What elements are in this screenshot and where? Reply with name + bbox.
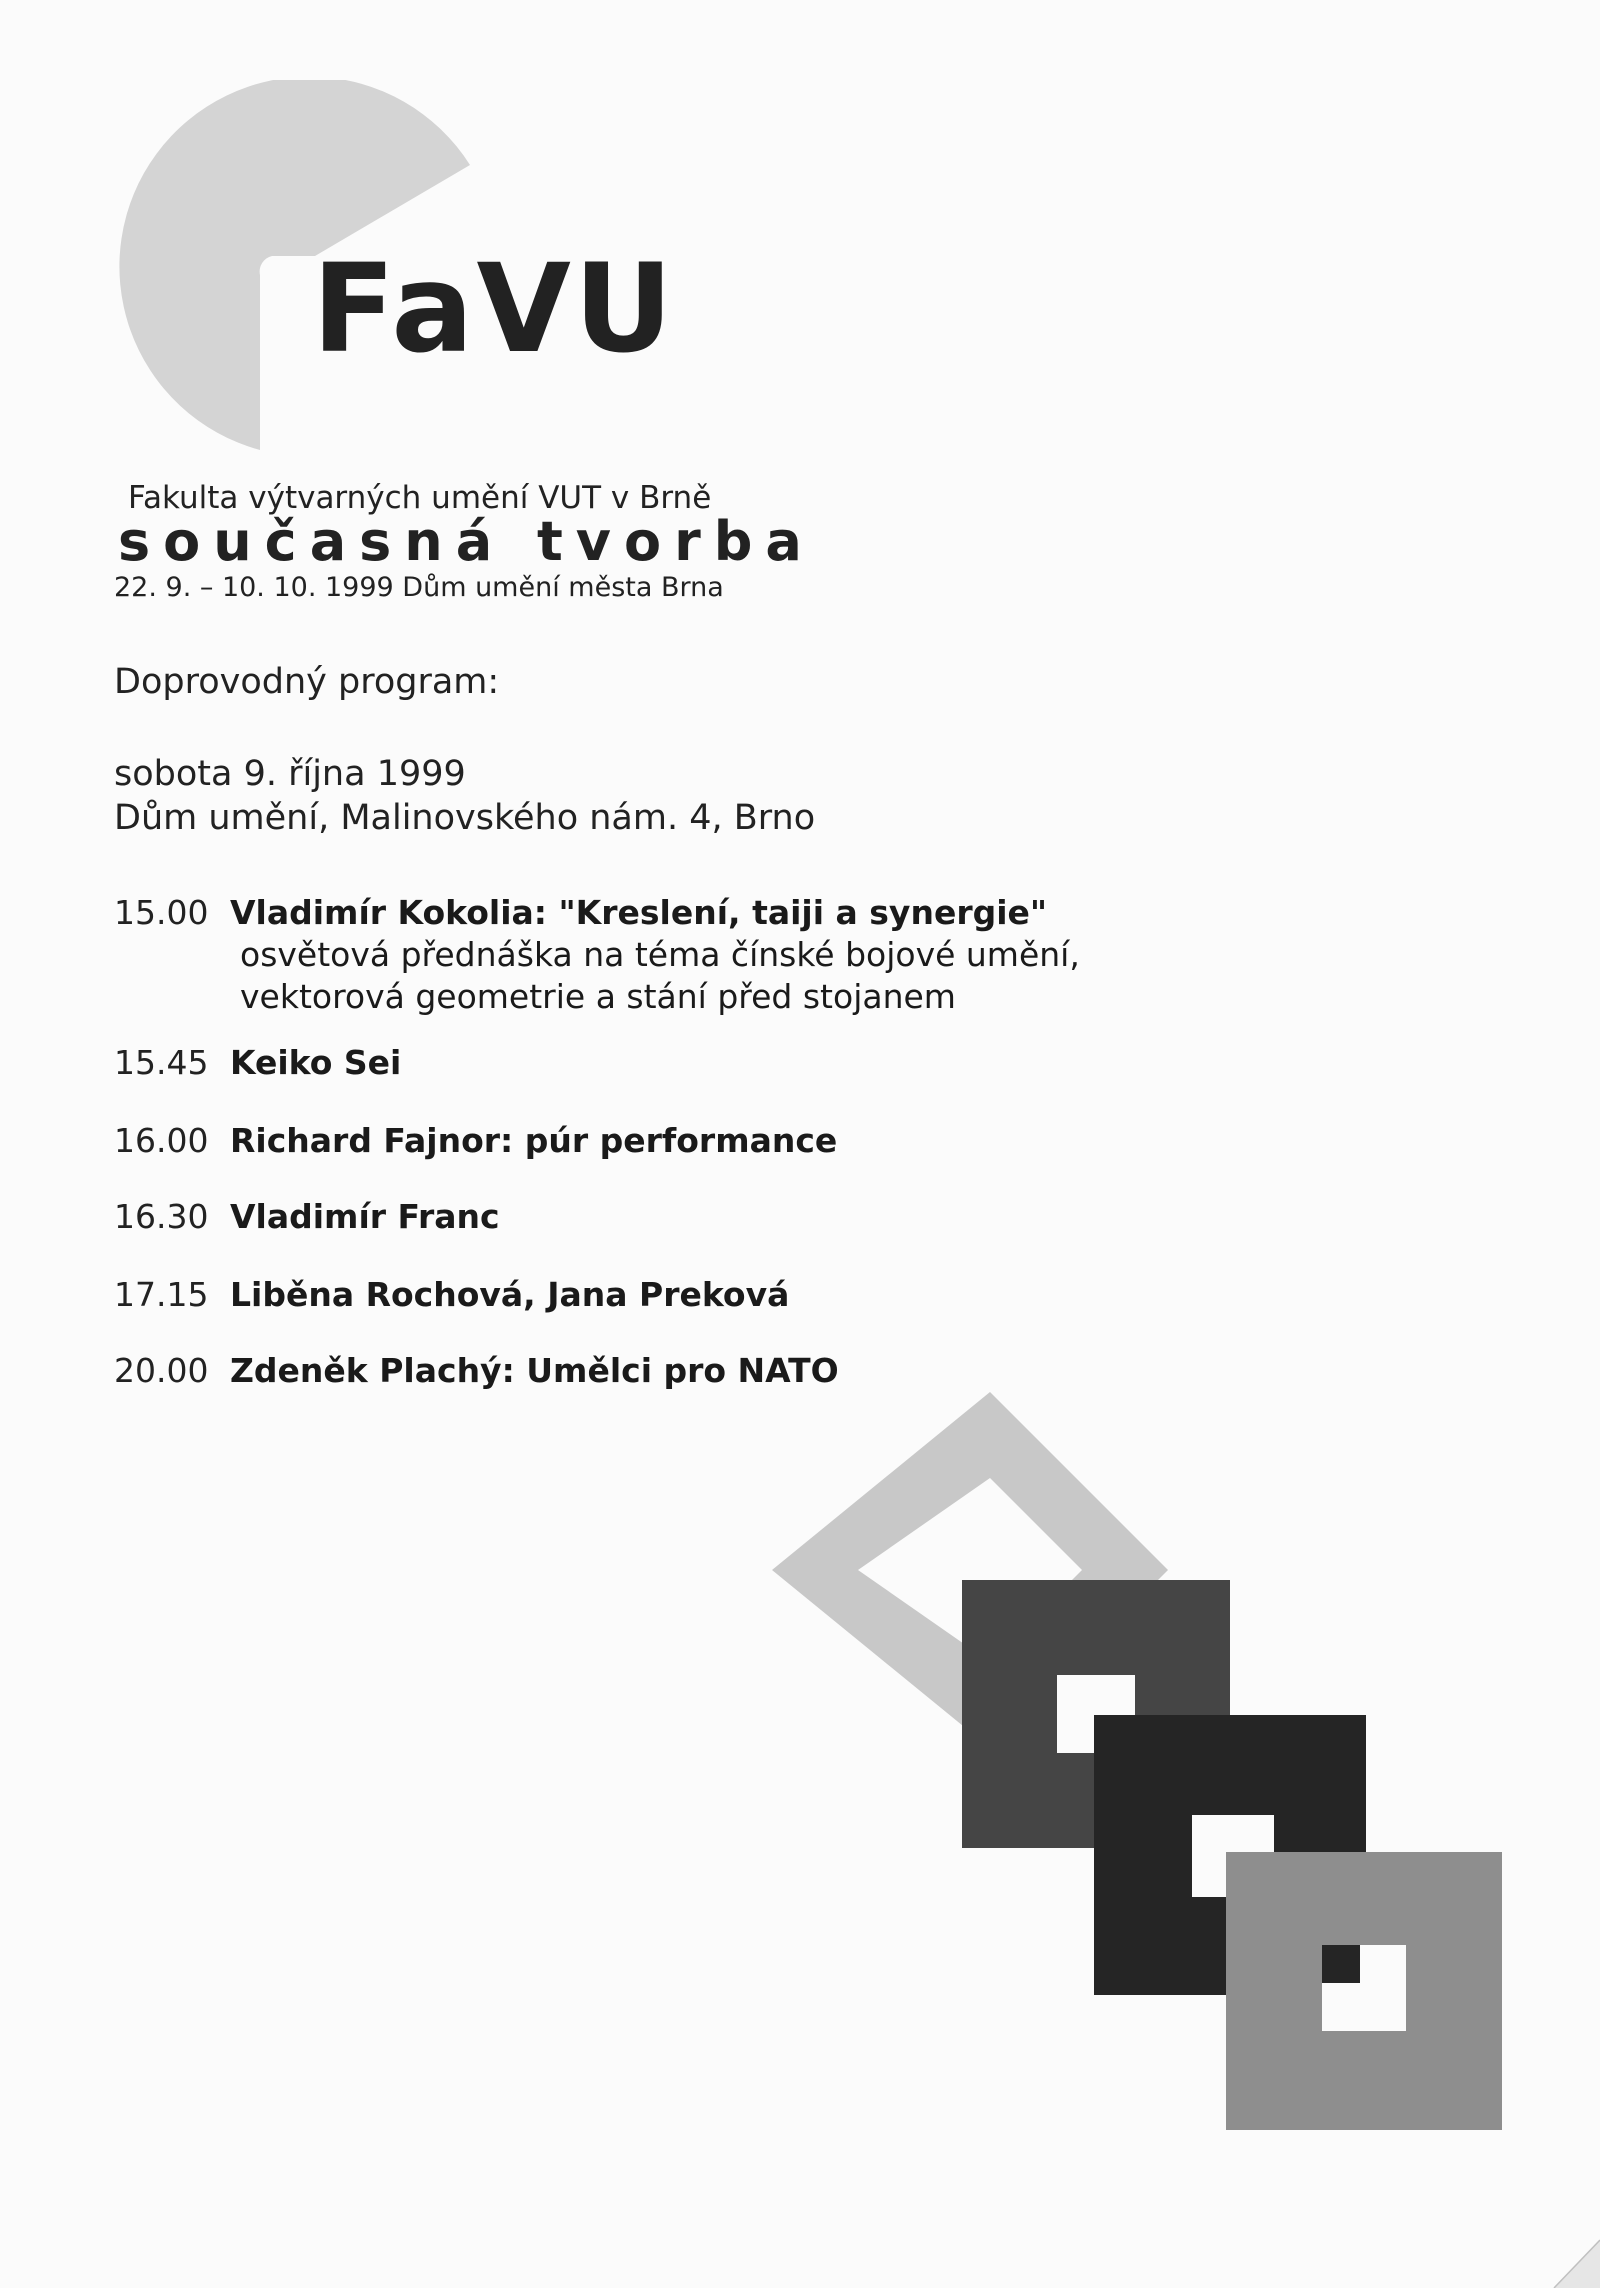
schedule-entry (230, 892, 1080, 1018)
nested-squares-graphic (760, 1380, 1520, 2200)
event-venue: Dům umění, Malinovského nám. 4, Brno (114, 798, 816, 839)
schedule-item (114, 1042, 401, 1084)
schedule-item (114, 892, 1080, 1018)
exhibition-title: současná tvorba (118, 510, 815, 573)
schedule-title: Keiko Sei (230, 1043, 402, 1082)
schedule-entry (230, 1042, 401, 1084)
schedule-title: Vladimír Franc (230, 1197, 500, 1236)
schedule-item (114, 1120, 837, 1162)
schedule-time: 15.00 (114, 893, 209, 932)
event-date: sobota 9. října 1999 (114, 754, 466, 794)
schedule-time: 15.45 (114, 1043, 209, 1082)
logo-wordmark: FaVU (312, 238, 677, 380)
page-corner-fold (1540, 2228, 1600, 2288)
event-day-block (114, 752, 815, 840)
schedule-title: Richard Fajnor: púr performance (230, 1121, 838, 1160)
schedule-title: Liběna Rochová, Jana Preková (230, 1275, 790, 1314)
schedule-entry (230, 1274, 789, 1316)
schedule-entry (230, 1120, 837, 1162)
faculty-name: Fakulta výtvarných umění VUT v Brně (128, 480, 712, 516)
schedule-description: osvětová přednáška na téma čínské bojové umění, (240, 934, 1080, 974)
schedule-time: 16.00 (114, 1121, 209, 1160)
schedule-item (114, 1350, 839, 1392)
schedule-time: 20.00 (114, 1351, 209, 1390)
schedule-title: Zdeněk Plachý: Umělci pro NATO (230, 1351, 839, 1390)
schedule-entry (230, 1350, 839, 1392)
program-heading: Doprovodný program: (114, 662, 500, 702)
mid-grey-square-right (1226, 1852, 1502, 2130)
exhibition-dates: 22. 9. – 10. 10. 1999 Dům umění města Brna (114, 572, 724, 603)
schedule-time: 16.30 (114, 1197, 209, 1236)
schedule-title: Vladimír Kokolia: "Kreslení, taiji a synergie" (230, 893, 1048, 932)
schedule-time: 17.15 (114, 1275, 209, 1314)
schedule-description: vektorová geometrie a stání před stojanem (240, 976, 956, 1016)
schedule-item (114, 1196, 500, 1238)
schedule-entry (230, 1196, 500, 1238)
schedule-item (114, 1274, 789, 1316)
